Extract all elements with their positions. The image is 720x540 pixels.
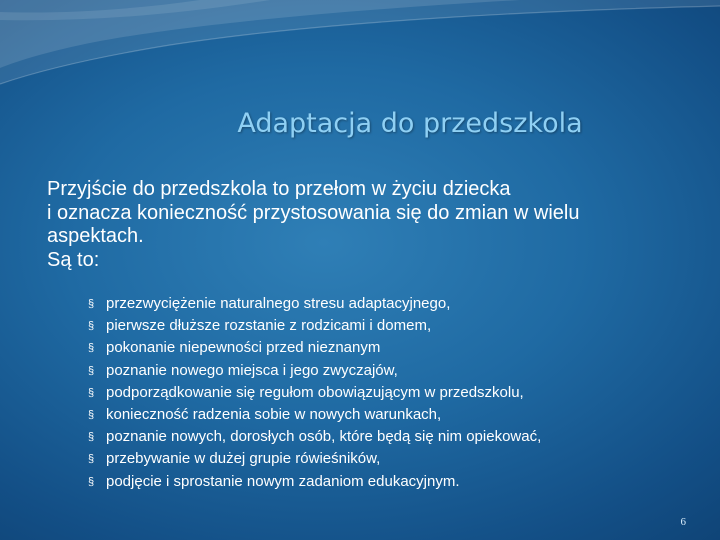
list-item-text: podjęcie i sprostanie nowym zadaniom edukacyjnym. <box>106 472 460 490</box>
intro-line: Przyjście do przedszkola to przełom w życiu dziecka <box>47 178 511 200</box>
list-item <box>88 382 541 404</box>
list-item <box>88 448 541 470</box>
intro-text <box>47 178 707 272</box>
list-item <box>88 404 541 426</box>
list-item <box>88 337 541 359</box>
list-item-text: pierwsze dłuższe rozstanie z rodzicami i domem, <box>106 317 432 335</box>
bullet-marker-icon: § <box>88 364 95 377</box>
list-item <box>88 471 541 493</box>
list-item <box>88 426 541 448</box>
list-item <box>88 293 541 315</box>
intro-line: aspektach. <box>47 225 144 247</box>
bullet-marker-icon: § <box>88 320 95 333</box>
bullet-marker-icon: § <box>88 298 95 310</box>
bullet-marker-icon: § <box>88 453 95 466</box>
bullet-marker-icon: § <box>88 409 95 422</box>
decorative-swoosh <box>0 0 720 110</box>
list-item-text: przebywanie w dużej grupie rówieśników, <box>106 450 381 468</box>
list-item-text: przezwyciężenie naturalnego stresu adaptacyjnego, <box>106 295 451 312</box>
page-number: 6 <box>680 516 686 528</box>
list-item-text: pokonanie niepewności przed nieznanym <box>106 339 381 357</box>
list-item-text: poznanie nowych, dorosłych osób, które będą się nim opiekować, <box>106 428 542 446</box>
intro-line: i oznacza konieczność przystosowania się do zmian w wielu <box>47 201 580 224</box>
intro-line: Są to: <box>47 248 100 271</box>
bullet-marker-icon: § <box>88 431 95 444</box>
bullet-list <box>88 293 541 493</box>
slide-title: Adaptacja do przedszkola <box>237 108 583 139</box>
list-item <box>88 315 541 337</box>
list-item-text: podporządkowanie się regułom obowiązującym w przedszkolu, <box>106 383 524 401</box>
list-item <box>88 360 541 382</box>
list-item-text: konieczność radzenia sobie w nowych warunkach, <box>106 406 442 424</box>
bullet-marker-icon: § <box>88 386 95 399</box>
bullet-marker-icon: § <box>88 342 95 355</box>
list-item-text: poznanie nowego miejsca i jego zwyczajów, <box>106 361 398 379</box>
bullet-marker-icon: § <box>88 475 95 488</box>
